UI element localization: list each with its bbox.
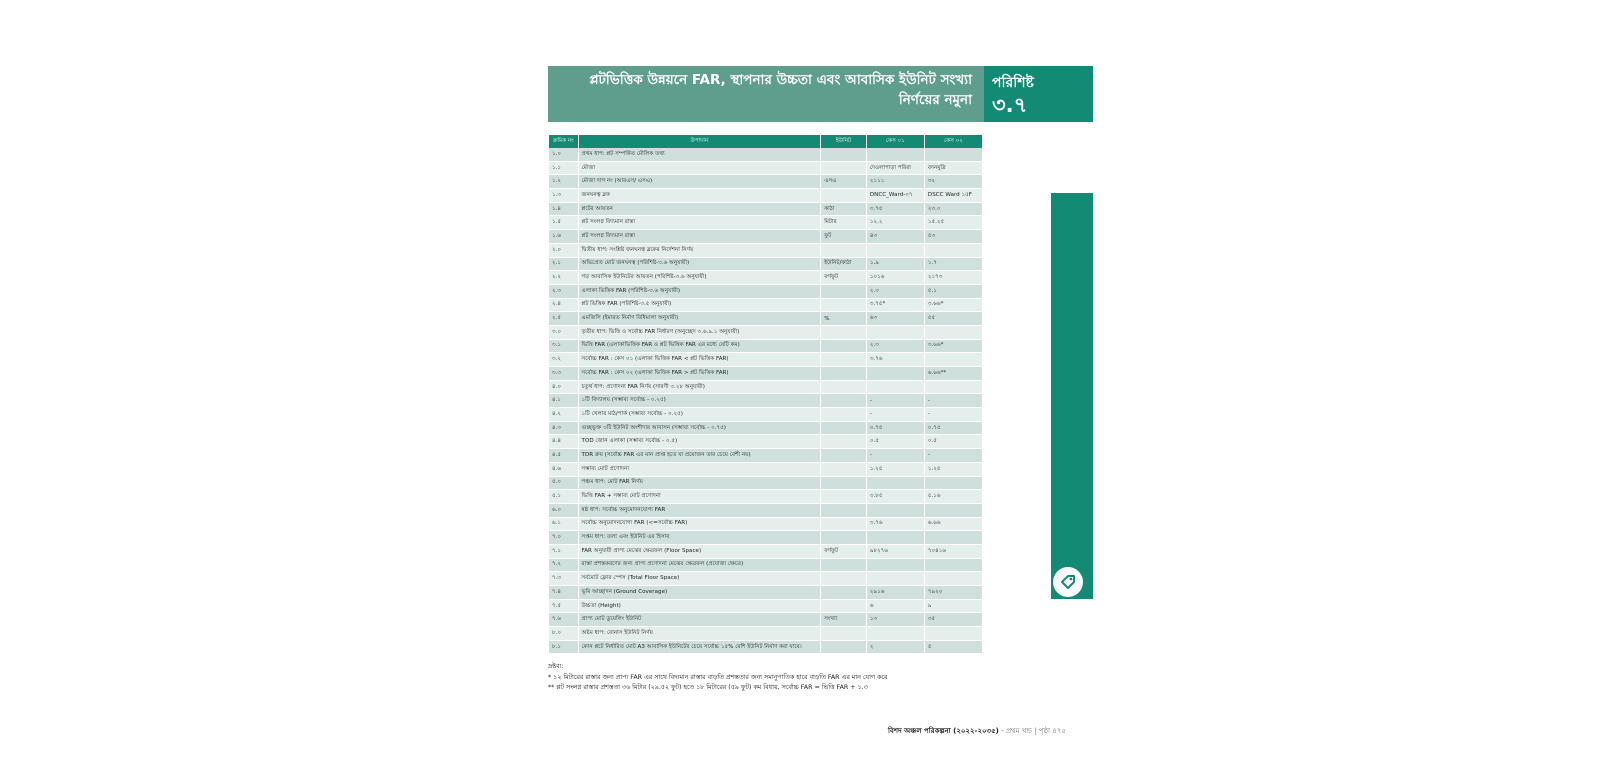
- table-cell: ১.১: [549, 161, 578, 175]
- table-cell: [821, 449, 867, 463]
- table-cell: [924, 148, 982, 161]
- table-cell: চতুর্থ ধাপ: প্রণোদনা FAR নির্ণয় (সারণী ৩.২৮ অনুযায়ী): [578, 380, 821, 394]
- table-cell: ১.২৫: [924, 462, 982, 476]
- table-cell: [924, 572, 982, 586]
- table-row: [549, 271, 983, 285]
- table-cell: প্লট সংলগ্ন বিদ্যমান রাস্তা: [578, 216, 821, 230]
- table-cell: [866, 572, 924, 586]
- table-row: [549, 394, 983, 408]
- table-cell: [866, 531, 924, 545]
- table-cell: ৫.১: [924, 284, 982, 298]
- table-row: [549, 353, 983, 367]
- far-calculation-table: [549, 135, 983, 654]
- table-cell: অষ্টম ধাপ: বোনাস ইউনিট নির্ণয়: [578, 627, 821, 641]
- table-cell: -: [924, 408, 982, 422]
- table-cell: ৩.৭৫: [866, 202, 924, 216]
- table-cell: বর্গফুট: [821, 271, 867, 285]
- column-header: ইউনিট: [821, 135, 867, 148]
- page-footer: [888, 725, 1066, 737]
- table-cell: সর্বমোট ফ্লোর স্পেস (Total Floor Space): [578, 572, 821, 586]
- table-cell: [821, 599, 867, 613]
- table-cell: ৫.০: [549, 476, 578, 490]
- table-cell: ৫.১৬: [924, 490, 982, 504]
- table-cell: [866, 367, 924, 381]
- table-cell: ৭.১: [549, 544, 578, 558]
- table-cell: ৩.২: [549, 353, 578, 367]
- table-cell: ১.৯: [866, 257, 924, 271]
- table-cell: ৯: [924, 599, 982, 613]
- table-cell: ৩.৬৬*: [924, 339, 982, 353]
- table-cell: ২.৪: [549, 298, 578, 312]
- table-cell: [866, 627, 924, 641]
- table-cell: [821, 353, 867, 367]
- table-cell: [866, 380, 924, 394]
- table-cell: ১.২৫: [866, 462, 924, 476]
- table-cell: ১.০: [549, 148, 578, 161]
- table-cell: দ্বিতীয় ধাপ: সংশ্লিষ্ট জনঘনত্ব ব্লকের নির্দেশনা নির্ণয়: [578, 243, 821, 257]
- table-cell: ৩.১: [549, 339, 578, 353]
- table-row: [549, 558, 983, 572]
- table-cell: প্লট সংলগ্ন বিদ্যমান রাস্তা: [578, 230, 821, 244]
- table-cell: ১০১৬: [866, 271, 924, 285]
- table-cell: ৯৮২৭৬: [866, 544, 924, 558]
- table-cell: ১২.২: [866, 216, 924, 230]
- table-cell: ৪.৫: [549, 449, 578, 463]
- table-cell: সর্বোচ্চ FAR : কেস ০১ (এলাকা ভিত্তিক FAR < প্লট ভিত্তিক FAR): [578, 353, 821, 367]
- table-row: [549, 572, 983, 586]
- table-cell: [866, 148, 924, 161]
- table-cell: ১টি বিদ্যালয় (সম্ভাব্য সর্বোচ্চ - ০.২৫): [578, 394, 821, 408]
- table-cell: ২.৩: [866, 339, 924, 353]
- table-cell: [821, 394, 867, 408]
- table-row: [549, 462, 983, 476]
- table-cell: [821, 284, 867, 298]
- table-cell: ৬.১: [549, 517, 578, 531]
- table-cell: জনঘনত্ব ব্লক: [578, 189, 821, 203]
- table-cell: ৬.০: [549, 503, 578, 517]
- column-header: ক্রমিক নং: [549, 135, 578, 148]
- table-cell: [924, 380, 982, 394]
- table-cell: দেওলাপাড়া পরিরা: [866, 161, 924, 175]
- table-row: [549, 449, 983, 463]
- table-cell: ৫৫: [924, 312, 982, 326]
- title-line-2: নির্ণয়ের নমুনা: [898, 92, 972, 108]
- table-row: [549, 599, 983, 613]
- page-title: [572, 70, 972, 110]
- table-cell: ২: [866, 640, 924, 654]
- table-cell: %: [821, 312, 867, 326]
- table-cell: [924, 558, 982, 572]
- table-cell: অভিপ্রেত মোট জনঘনত্ব (পরিশিষ্ট-৩.৬ অনুযায়ী): [578, 257, 821, 271]
- table-cell: সর্বোচ্চ অনুমোদনযোগ্য FAR (<=সর্বোচ্চ FAR): [578, 517, 821, 531]
- table-row: [549, 243, 983, 257]
- table-cell: বর্গফুট: [821, 544, 867, 558]
- table-row: [549, 161, 983, 175]
- table-cell: ৬.৬৬: [924, 517, 982, 531]
- table-body: [549, 148, 983, 654]
- table-cell: -: [866, 394, 924, 408]
- table-cell: [821, 339, 867, 353]
- table-cell: সপ্তম ধাপ: তলা এবং ইউনিট এর হিসাব: [578, 531, 821, 545]
- table-row: [549, 339, 983, 353]
- table-cell: [924, 503, 982, 517]
- notes-heading: দ্রষ্টব্য:: [548, 663, 564, 670]
- column-header: কেস ০১: [866, 135, 924, 148]
- table-cell: ২.৫: [549, 312, 578, 326]
- table-cell: ১৫.২৫: [924, 216, 982, 230]
- table-cell: ৫: [924, 640, 982, 654]
- table-cell: ৪.২: [549, 408, 578, 422]
- table-cell: সংখ্যা: [821, 613, 867, 627]
- table-cell: [924, 325, 982, 339]
- title-line-1: প্লটভিত্তিক উন্নয়নে FAR, স্থাপনার উচ্চতা এবং আবাসিক ইউনিট সংখ্যা: [589, 72, 972, 88]
- table-cell: ৩.৭৬: [866, 517, 924, 531]
- table-cell: [866, 243, 924, 257]
- table-cell: ৩.৭৬: [866, 353, 924, 367]
- table-row: [549, 380, 983, 394]
- table-cell: ১.৭: [924, 257, 982, 271]
- table-cell: DSCC Ward ১৫F: [924, 189, 982, 203]
- table-cell: ০.৫: [924, 435, 982, 449]
- table-cell: প্লটের আয়তন: [578, 202, 821, 216]
- table-row: [549, 476, 983, 490]
- table-cell: [866, 503, 924, 517]
- table-cell: [866, 325, 924, 339]
- table-cell: ৩২: [924, 175, 982, 189]
- table-row: [549, 544, 983, 558]
- table-cell: রাস্তা প্রশস্তকরণের জন্য প্রাপ্য প্রণোদনা মেঝের ক্ষেত্রফল (প্রযোজ্য ক্ষেত্রে): [578, 558, 821, 572]
- table-row: [549, 421, 983, 435]
- table-cell: ৪.১: [549, 394, 578, 408]
- table-cell: [821, 586, 867, 600]
- table-cell: [821, 476, 867, 490]
- table-row: [549, 627, 983, 641]
- table-cell: [821, 517, 867, 531]
- table-cell: ১৩: [866, 613, 924, 627]
- table-row: [549, 503, 983, 517]
- table-row: [549, 613, 983, 627]
- appendix-number: ৩.৭: [992, 93, 1028, 117]
- table-row: [549, 298, 983, 312]
- table-cell: [924, 476, 982, 490]
- table-row: [549, 216, 983, 230]
- table-cell: কাঠা: [821, 202, 867, 216]
- appendix-badge: [984, 66, 1093, 122]
- table-cell: ভিত্তি FAR + সম্ভাব্য মোট প্রণোদনা: [578, 490, 821, 504]
- column-header: উপাদান: [578, 135, 821, 148]
- table-cell: [821, 148, 867, 161]
- table-cell: মৌজা: [578, 161, 821, 175]
- table-row: [549, 312, 983, 326]
- table-cell: গড় আবাসিক ইউনিটের আয়তন (পরিশিষ্ট-৩.৬ অনুযায়ী): [578, 271, 821, 285]
- table-cell: গুচ্ছভুক্ত ৩টি ইউনিট অংশীদার আবাসন (সম্ভাব্য সর্বোচ্চ - ০.৭৫): [578, 421, 821, 435]
- table-cell: ৭.৬: [549, 613, 578, 627]
- table-cell: উচ্চতা (Height): [578, 599, 821, 613]
- table-cell: [866, 558, 924, 572]
- table-cell: TOD জোন এলাকা (সম্ভাব্য সর্বোচ্চ - ০.৫): [578, 435, 821, 449]
- table-cell: বদনমুদ্রি: [924, 161, 982, 175]
- table-cell: [821, 380, 867, 394]
- table-cell: ৮.১: [549, 640, 578, 654]
- note-2: ** প্লট সংলগ্ন রাস্তার প্রশস্ততা ৩৬ মিটার (২৯.৫২ ফুট) হতে ১৮ মিটারের (৫৯ ফুট) কম বিধায়, সর্বোচ্চ FAR = ভিত্তি FAR + ১.৩: [548, 684, 868, 691]
- table-cell: -: [866, 449, 924, 463]
- table-row: [549, 257, 983, 271]
- table-cell: ২.৩: [549, 284, 578, 298]
- table-cell: ষষ্ঠ ধাপ: সর্বোচ্চ অনুমোদনযোগ্য FAR: [578, 503, 821, 517]
- table-cell: ৭.৫: [549, 599, 578, 613]
- table-cell: প্রথম ধাপ: প্লট সম্পর্কিত মৌলিক তথ্য: [578, 148, 821, 161]
- table-row: [549, 230, 983, 244]
- table-cell: ১.৫: [549, 216, 578, 230]
- table-cell: [821, 462, 867, 476]
- table-header-row: [549, 135, 983, 148]
- table-row: [549, 202, 983, 216]
- table-cell: ৩.৭৫*: [866, 298, 924, 312]
- table-cell: [821, 490, 867, 504]
- side-tab-bar: [1051, 193, 1093, 599]
- footer-volume: - প্রথম খন্ড: [1001, 727, 1032, 735]
- table-row: [549, 640, 983, 654]
- table-cell: [821, 572, 867, 586]
- table-cell: ৮.০: [549, 627, 578, 641]
- table-cell: [866, 476, 924, 490]
- table-cell: [821, 503, 867, 517]
- table-cell: [821, 421, 867, 435]
- table-cell: ৪৩: [866, 230, 924, 244]
- table-cell: [924, 243, 982, 257]
- table-cell: [821, 189, 867, 203]
- table-notes: [548, 662, 887, 694]
- table-cell: ১.২: [549, 175, 578, 189]
- table-cell: ০.৫: [866, 435, 924, 449]
- table-cell: ৪.০: [549, 380, 578, 394]
- table-cell: এমজিসি (ইমারত নির্মাণ বিধিমালা অনুযায়ী): [578, 312, 821, 326]
- table-cell: ৩.৮৫: [866, 490, 924, 504]
- table-row: [549, 490, 983, 504]
- table-cell: ভূমি আচ্ছাদন (Ground Coverage): [578, 586, 821, 600]
- table-cell: ২৩.০: [924, 202, 982, 216]
- table-cell: ১টি খেলার মাঠ/পার্ক (সম্ভাব্য সর্বোচ্চ - ০.২৫): [578, 408, 821, 422]
- table-cell: প্রাপ্য মোট ডুয়েলিং ইউনিট: [578, 613, 821, 627]
- table-cell: -: [924, 394, 982, 408]
- table-cell: [821, 325, 867, 339]
- table-cell: ৭.৪: [549, 586, 578, 600]
- table-cell: ০.৭৫: [866, 421, 924, 435]
- note-1: * ১২ মিটারের রাস্তার জন্য প্রাপ্য FAR এর সাথে বিদ্যমান রাস্তার বাড়তি প্রশস্ততার জন্য সমানুপাতিক হারে বাড়তি FAR এর মান যোগ করে: [548, 673, 888, 681]
- table-cell: [821, 298, 867, 312]
- table-cell: ৬.৬৬**: [924, 367, 982, 381]
- table-cell: মিটার: [821, 216, 867, 230]
- footer-page-number: | পৃষ্ঠা ৪৭৫: [1034, 727, 1066, 735]
- table-row: [549, 586, 983, 600]
- table-cell: ৩.০: [549, 325, 578, 339]
- table-cell: ২.২: [549, 271, 578, 285]
- page-header: [548, 66, 984, 122]
- table-cell: -: [866, 408, 924, 422]
- table-cell: সর্বোচ্চ FAR : কেস ০২ (এলাকা ভিত্তিক FAR > প্লট ভিত্তিক FAR): [578, 367, 821, 381]
- table-cell: ২.৩: [866, 284, 924, 298]
- table-cell: ৭০৪১৬: [924, 544, 982, 558]
- table-cell: ৩.৬৬*: [924, 298, 982, 312]
- table-cell: ৭.২: [549, 558, 578, 572]
- table-cell: [924, 353, 982, 367]
- table-row: [549, 531, 983, 545]
- tag-icon: [1053, 567, 1083, 597]
- table-cell: TDR ক্রয় (সর্বোচ্চ FAR এর মান প্রাপ্ত হতে যা প্রয়োজন তার চেয়ে বেশী নয়): [578, 449, 821, 463]
- table-row: [549, 408, 983, 422]
- table-cell: ৪.৬: [549, 462, 578, 476]
- table-cell: [924, 627, 982, 641]
- table-cell: কোন প্লটে নির্ধারিত মোট A3 আবাসিক ইউনিটের চেয়ে সর্বোচ্চ ১৫% বেশি ইউনিট নির্মাণ করা যাবে।: [578, 640, 821, 654]
- table-cell: মৌজা দাগ নং (আরএস/ এসএ): [578, 175, 821, 189]
- table-cell: ৩.৩: [549, 367, 578, 381]
- table-cell: সম্ভাব্য মোট প্রণোদনা: [578, 462, 821, 476]
- table-cell: ২১১১: [866, 175, 924, 189]
- table-row: [549, 148, 983, 161]
- table-cell: ৪.৩: [549, 421, 578, 435]
- table-cell: ফুট: [821, 230, 867, 244]
- table-row: [549, 367, 983, 381]
- table-cell: ১.৩: [549, 189, 578, 203]
- appendix-label: পরিশিষ্ট: [992, 75, 1034, 91]
- table-cell: [924, 531, 982, 545]
- table-cell: -: [924, 449, 982, 463]
- table-cell: [821, 243, 867, 257]
- table-cell: ভিত্তি FAR (এলাকাভিত্তিক FAR ও প্লট ভিত্তিক FAR এর মধ্যে যেটি কম): [578, 339, 821, 353]
- table-row: [549, 325, 983, 339]
- table-cell: এলাকা ভিত্তিক FAR (পরিশিষ্ট-৩.৬ অনুযায়ী): [578, 284, 821, 298]
- table-row: [549, 517, 983, 531]
- table-cell: ২১৭৩: [924, 271, 982, 285]
- table-cell: এসএ: [821, 175, 867, 189]
- table-cell: [821, 558, 867, 572]
- table-cell: [821, 640, 867, 654]
- column-header: কেস ০২: [924, 135, 982, 148]
- table-cell: ৭৯২০: [924, 586, 982, 600]
- table-row: [549, 284, 983, 298]
- table-cell: [821, 408, 867, 422]
- table-row: [549, 435, 983, 449]
- table-cell: ৭.৩: [549, 572, 578, 586]
- table-cell: [821, 531, 867, 545]
- table-cell: প্লট ভিত্তিক FAR (পরিশিষ্ট-৩.৫ অনুযায়ী): [578, 298, 821, 312]
- table-cell: FAR অনুযায়ী প্রাপ্য মেঝের ক্ষেত্রফল (Floor Space): [578, 544, 821, 558]
- table-cell: [821, 367, 867, 381]
- table-cell: [821, 435, 867, 449]
- table-row: [549, 189, 983, 203]
- table-cell: ২.০: [549, 243, 578, 257]
- table-cell: ১.৬: [549, 230, 578, 244]
- table-cell: ৪.৪: [549, 435, 578, 449]
- table-cell: DNCC_Ward-০৭: [866, 189, 924, 203]
- table-cell: ৫৩: [924, 230, 982, 244]
- footer-plan-name: বিশদ অঞ্চল পরিকল্পনা (২০২২-২০৩৫): [888, 727, 999, 735]
- table-cell: ০.৭৫: [924, 421, 982, 435]
- table-cell: ৩৫: [924, 613, 982, 627]
- table-row: [549, 175, 983, 189]
- table-cell: [821, 161, 867, 175]
- table-cell: ৫.১: [549, 490, 578, 504]
- table-cell: ৭.০: [549, 531, 578, 545]
- table-cell: তৃতীয় ধাপ: ভিত্তি ও সর্বোচ্চ FAR নির্ধারণ (অনুচ্ছেদ ৩.৬.৯.১ অনুযায়ী): [578, 325, 821, 339]
- table-cell: ৬: [866, 599, 924, 613]
- table-cell: ২.১: [549, 257, 578, 271]
- table-cell: ২৯১৬: [866, 586, 924, 600]
- table-cell: পঞ্চম ধাপ: মোট FAR নির্ণয়: [578, 476, 821, 490]
- table-cell: ১.৪: [549, 202, 578, 216]
- table-cell: ৬৩: [866, 312, 924, 326]
- table-cell: [821, 627, 867, 641]
- table-cell: ইউনিট/কাঠা: [821, 257, 867, 271]
